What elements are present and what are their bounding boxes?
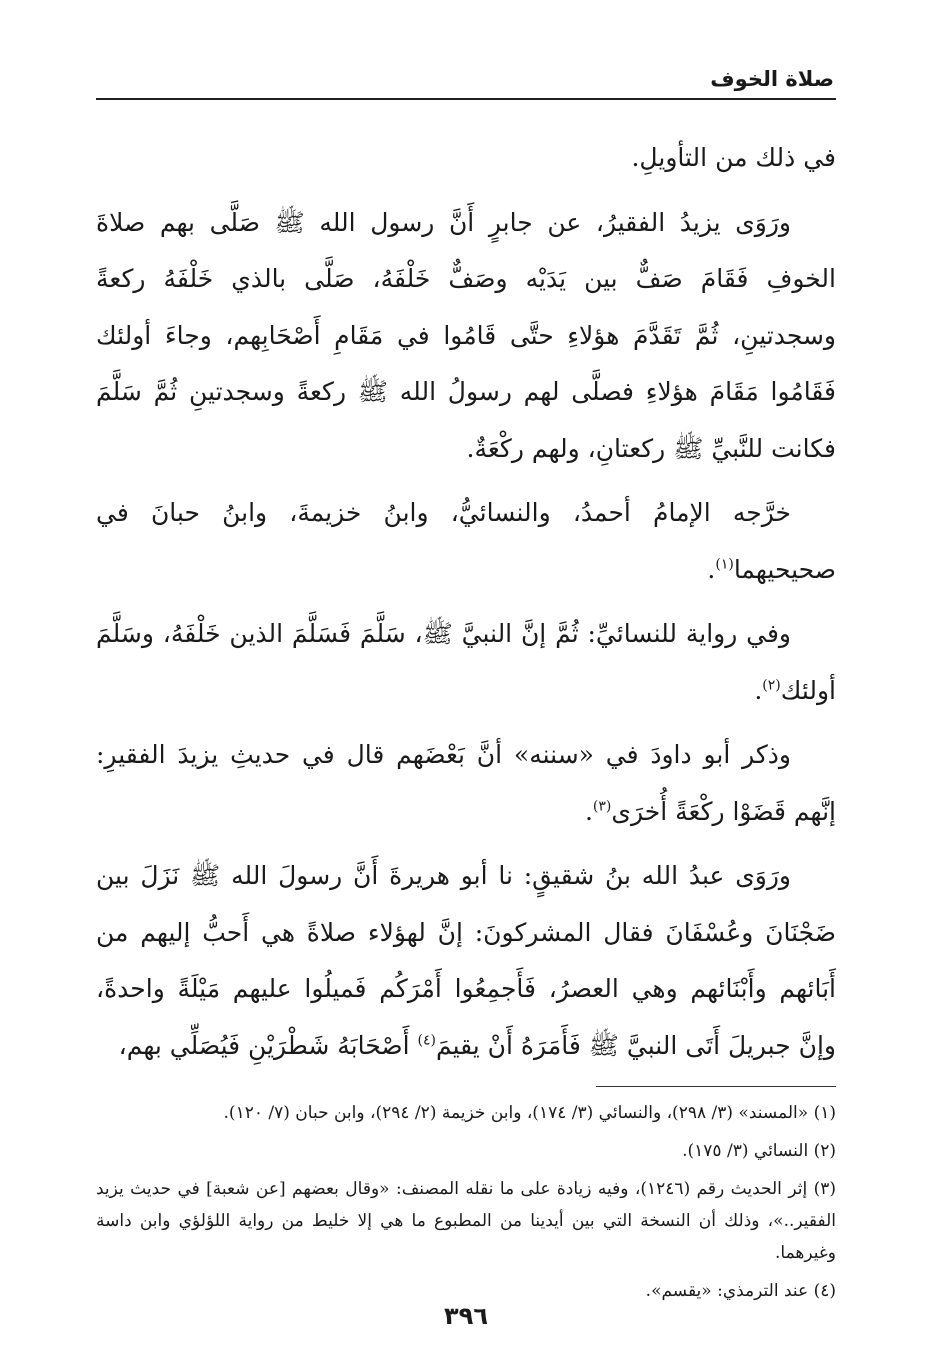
footnote-marker: (١) [715,556,734,573]
footnote-3: (٣) إثر الحديث رقم (١٢٤٦)، وفيه زيادة على ما نقله المصنف: «وقال بعضهم [عن شعبة] في حديث يزيد الفقير..»، وذلك أن النسخة التي بين أيدينا من المطبوع ما هي إلا خليط من رواية اللؤلؤي وابن داسة وغيرهما. [96,1179,836,1263]
footnote-line [96,1097,836,1135]
footnote-marker: (٢) [762,677,781,694]
paragraph: خرَّجه الإمامُ أحمدُ، والنسائيُّ، وابنُ خزيمةَ، وابنُ حبانَ في صحيحيهما$^{(١)}$. [96,498,836,584]
footnote-marker: (٣) [592,798,612,815]
book-page [96,62,836,1342]
footnote-marker: (٤) [417,1032,436,1049]
footnote-1: (١) «المسند» (٣/ ٢٩٨)، والنسائي (٣/ ١٧٤)، وابن خزيمة (٢/ ٢٩٤)، وابن حبان (٧/ ١٢٠). [223,1103,836,1123]
chapter-title: صلاة الخوف [710,67,834,91]
paragraph: ورَوَى عبدُ الله بنُ شقيقٍ: نا أبو هريرةَ أَنَّ رسولَ الله ﷺ نَزَلَ بين ضَجْنَانَ وعُسْفَانَ فقال المشركونَ: إنَّ لهؤلاء صلاةً هي أَحبُّ إليهم من أَبَائهم وأَبْنَائهم وهي العصرُ، فَأَجمِعُوا أَمْرَكُم فَميلُوا عليهم مَيْلَةً واحدةً، وإنَّ جبريلَ أَتَى النبيَّ ﷺ فَأَمَرَهُ أَنْ يقيمَ$^{(٤)}$ أَصْحَابَهُ شَطْرَيْنِ فَيُصَلِّي بهم، [96,861,836,1060]
footnote-2: (٢) النسائي (٣/ ١٧٥). [682,1141,836,1161]
paragraph: وفي رواية للنسائيِّ: ثُمَّ إنَّ النبيَّ ﷺ، سَلَّمَ فَسَلَّمَ الذين خَلْفَهُ، وسَلَّمَ أولئك$^{(٢)}$. [96,619,836,705]
paragraph: في ذلك من التأويلِ. [631,143,836,172]
running-header [96,62,836,100]
paragraph: ورَوَى يزيدُ الفقيرُ، عن جابرٍ أَنَّ رسول الله ﷺ صَلَّى بهم صلاةَ الخوفِ فَقَامَ صَفٌّ بين يَدَيْه وصَفٌّ خَلْفَهُ، صَلَّى بالذي خَلْفَهُ ركعةً وسجدتينِ، ثُمَّ تَقَدَّمَ هؤلاءِ حتَّى قَامُوا في مَقَامِ أَصْحَابِهم، وجاءَ أولئك فَقَامُوا مَقَامَ هؤلاءِ فصلَّى لهم رسولُ الله ﷺ ركعةً وسجدتينِ ثُمَّ سَلَّمَ فكانت للنَّبيِّ ﷺ ركعتانِ، ولهم ركْعَةٌ. [96,207,836,463]
main-text [96,130,836,1074]
footnotes [96,1097,836,1307]
footnote-4: (٤) عند الترمذي: «يقسم». [645,1281,836,1301]
page-number: ٣٩٦ [444,1302,488,1330]
paragraph: وذكر أبو داودَ في «سننه» أنَّ بَعْضَهم قال في حديثِ يزيدَ الفقيرِ: إنَّهم قَضَوْا ركْعَةً أُخرَى$^{(٣)}$. [96,740,836,826]
footnote-divider [596,1086,836,1087]
